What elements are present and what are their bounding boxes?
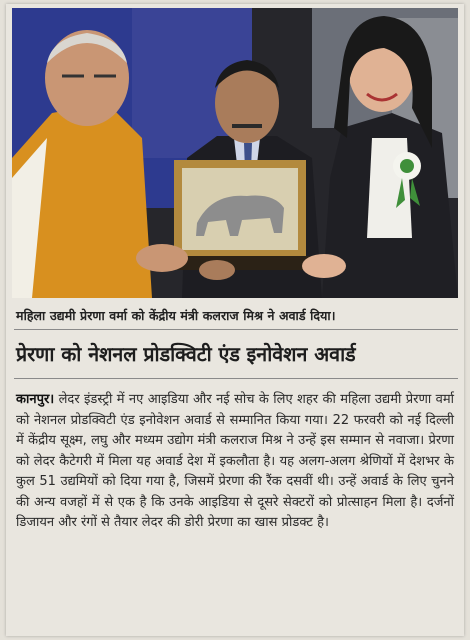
divider-line: [14, 329, 458, 330]
award-ceremony-photo: [12, 8, 458, 298]
photo-caption: महिला उद्यमी प्रेरणा वर्मा को केंद्रीय मंत्री कलराज मिश्र ने अवार्ड दिया।: [16, 308, 336, 323]
article-body: [16, 390, 454, 534]
photo-illustration: [12, 8, 458, 298]
article-text: लेदर इंडस्ट्री में नए आइडिया और नई सोच के लिए शहर की महिला उद्यमी प्रेरणा वर्मा को नेशनल प्रोडक्विटी एंड इनोवेशन अवार्ड से सम्मानित किया गया। 22 फरवरी को नई दिल्ली में केंद्रीय सूक्ष्म, लघु और मध्यम उद्योग मंत्री कलराज मिश्र ने उन्हें इस सम्मान से नवाजा। प्रेरणा को लेदर कैटेगरी में मिला यह अवार्ड देश में इकलौता है। यह अलग-अलग श्रेणियों में देशभर के कुल 51 उद्यमियों को दिया गया है, जिसमें प्रेरणा की रैंक दसवीं थी। उन्हें अवार्ड के लिए चुनने की अन्य वजहों में से एक है कि उनके आइडिया से दूसरे सेक्टरों को प्रोत्साहन मिला है। दर्जनों डिजायन और रंगों से तैयार लेदर की डोरी प्रेरणा का खास प्रोडक्ट है।: [16, 392, 454, 530]
headline: प्रेरणा को नेशनल प्रोडक्विटी एंड इनोवेशन अवार्ड: [16, 342, 356, 366]
man-left-face: [45, 30, 129, 126]
divider-line: [14, 378, 458, 379]
dateline: कानपुर।: [16, 392, 55, 407]
